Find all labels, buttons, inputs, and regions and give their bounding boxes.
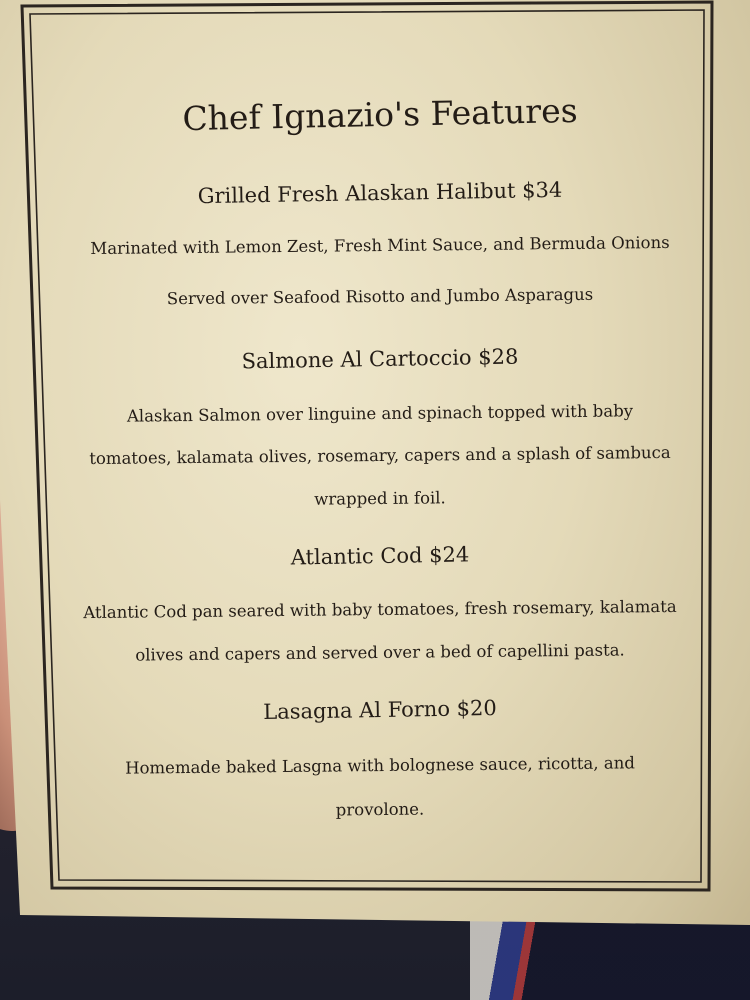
dish-description: Served over Seafood Risotto and Jumbo Asparagus [166,284,594,309]
dish-description: tomatoes, kalamata olives, rosemary, capers and a splash of sambuca [89,442,671,469]
dish-description: Atlantic Cod pan seared with baby tomatoes, fresh rosemary, kalamata [83,596,677,623]
dish-name: Lasagna Al Forno $20 [263,695,497,725]
dish-description: provolone. [335,799,425,820]
dish-name: Atlantic Cod $24 [290,542,470,570]
dish-description: Homemade baked Lasgna with bolognese sauce, ricotta, and [125,753,635,778]
dish-name: Grilled Fresh Alaskan Halibut $34 [197,177,563,209]
menu-title: Chef Ignazio's Features [182,90,578,139]
dish-name: Salmone Al Cartoccio $28 [241,344,519,374]
dish-description: wrapped in foil. [314,488,446,509]
dish-description: Alaskan Salmon over linguine and spinach topped with baby [126,401,634,426]
dish-description: olives and capers and served over a bed of capellini pasta. [135,640,625,665]
dish-description: Marinated with Lemon Zest, Fresh Mint Sauce, and Bermuda Onions [90,232,670,259]
